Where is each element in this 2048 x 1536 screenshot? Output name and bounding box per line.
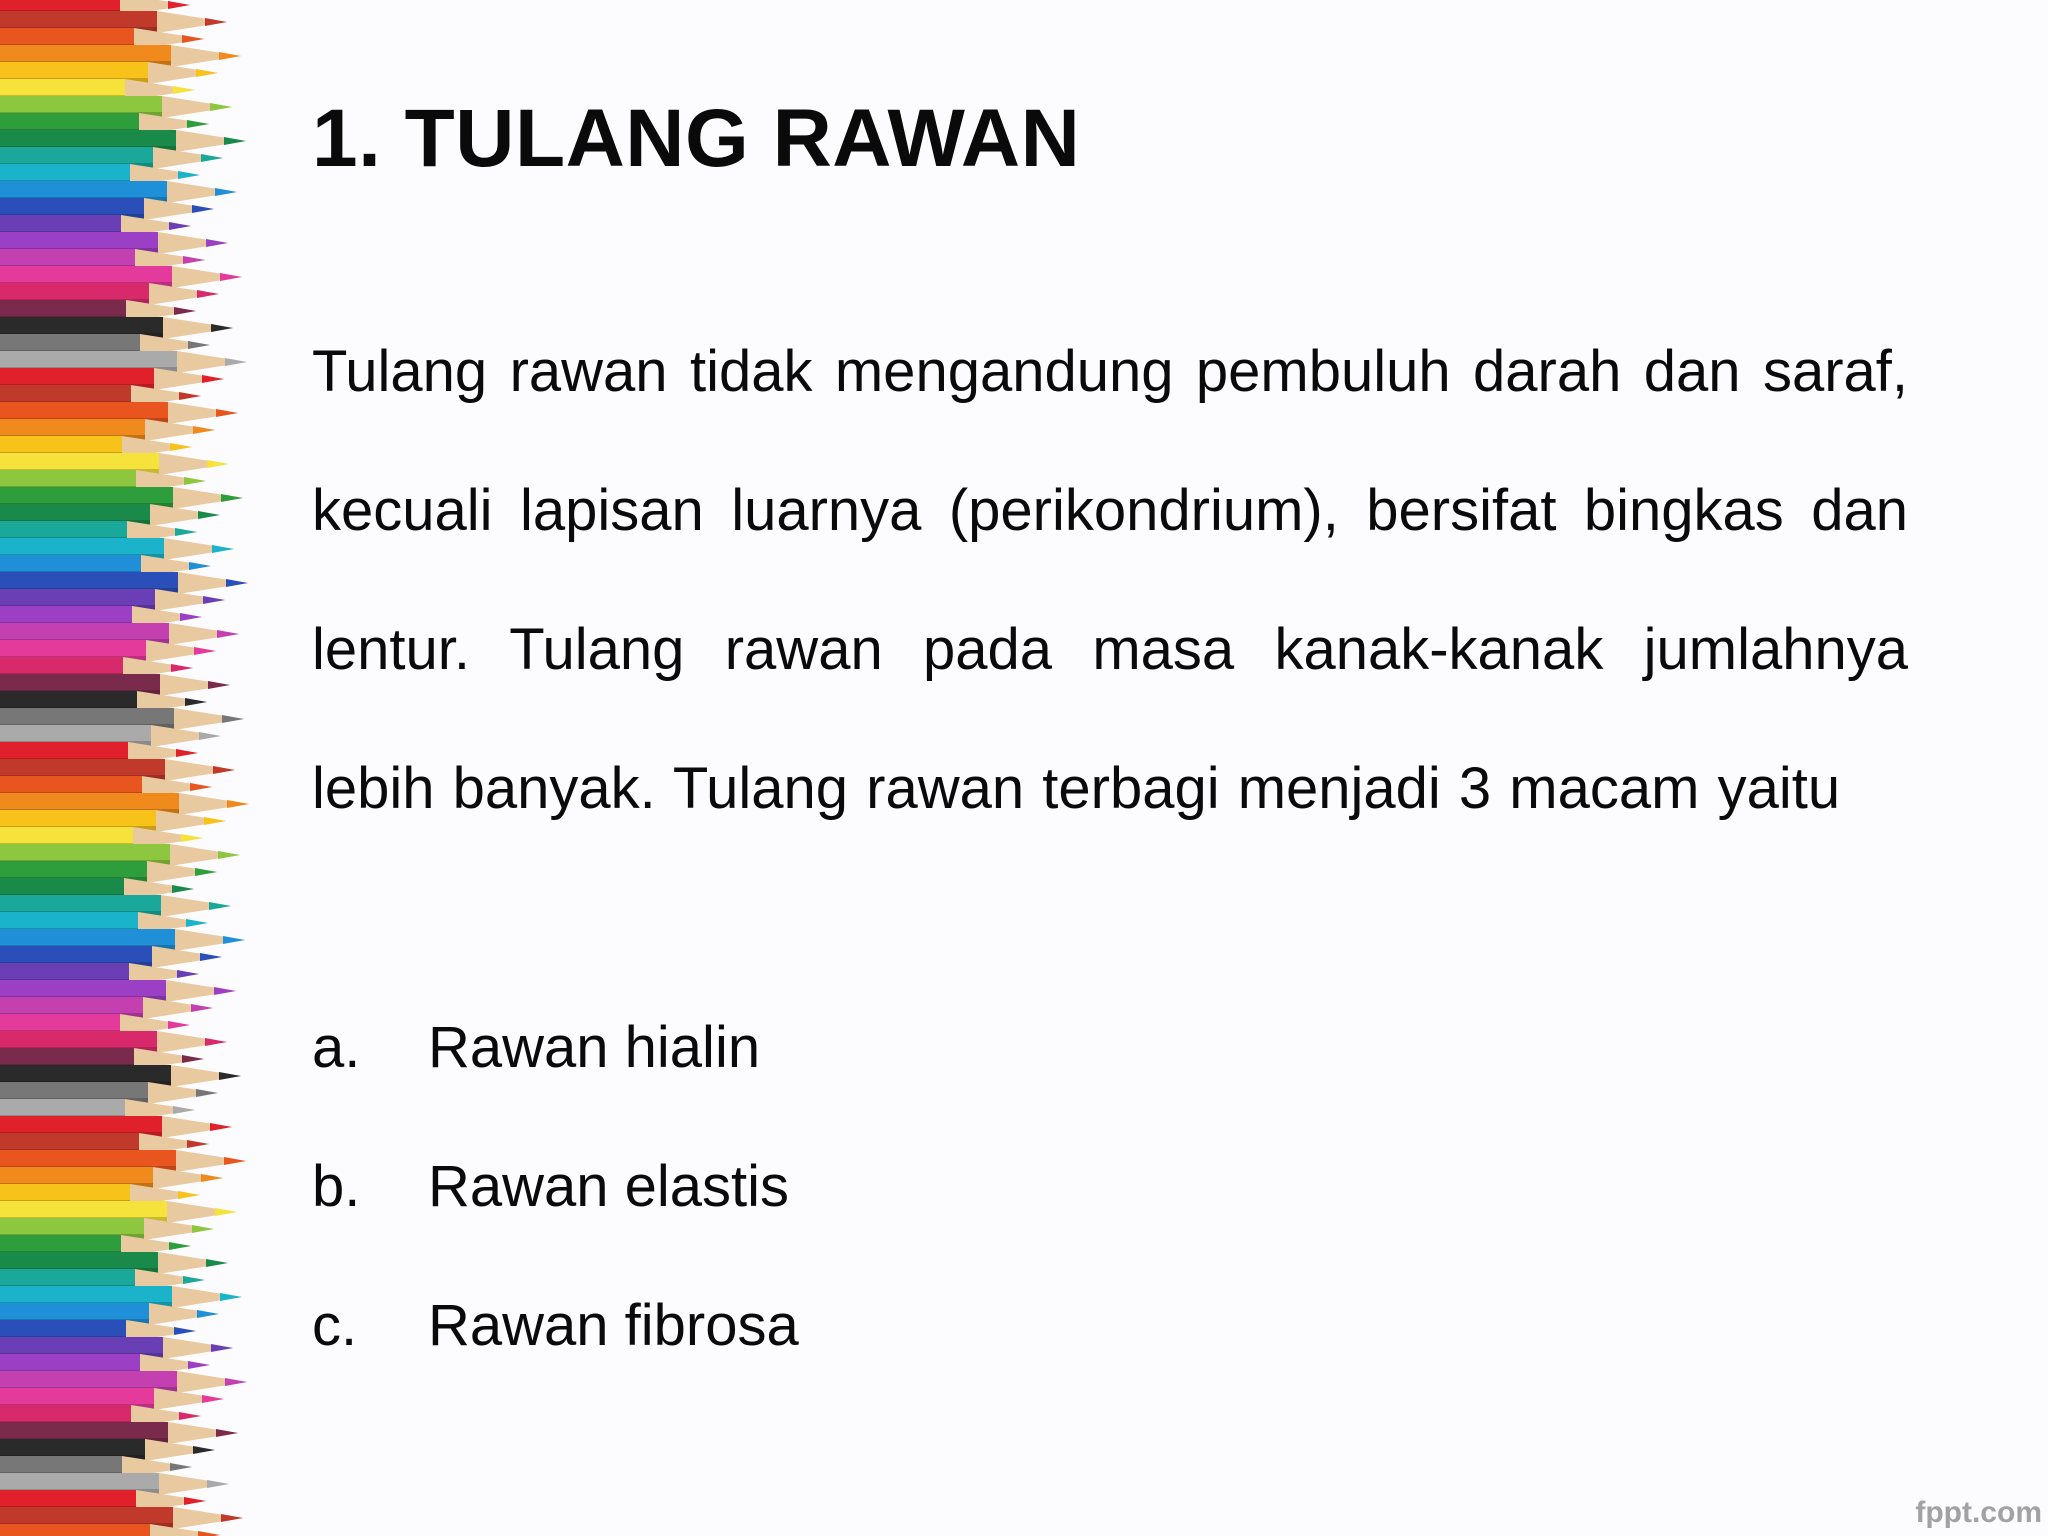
list-marker: a.	[312, 1015, 361, 1080]
watermark: fppt.com	[1915, 1496, 2042, 1529]
list-item-text: Rawan elastis	[428, 1154, 790, 1219]
list-item	[312, 978, 1512, 1117]
list-marker: b.	[312, 1154, 361, 1219]
slide-title: 1. TULANG RAWAN	[312, 93, 1081, 184]
list-item-text: Rawan fibrosa	[428, 1293, 799, 1358]
colored-pencils-decoration	[0, 0, 280, 1536]
cartilage-types-list	[312, 978, 1512, 1395]
body-paragraph: Tulang rawan tidak mengandung pembuluh darah dan saraf, kecuali lapisan luarnya (perikondrium), bersifat bingkas dan lentur. Tulang rawan pada masa kanak-kanak jumlahnya lebih banyak. Tulang rawan terbagi menjadi 3 macam yaitu	[312, 339, 1908, 821]
list-item	[312, 1117, 1512, 1256]
list-item-text: Rawan hialin	[428, 1015, 761, 1080]
list-item	[312, 1256, 1512, 1395]
list-marker: c.	[312, 1293, 358, 1358]
